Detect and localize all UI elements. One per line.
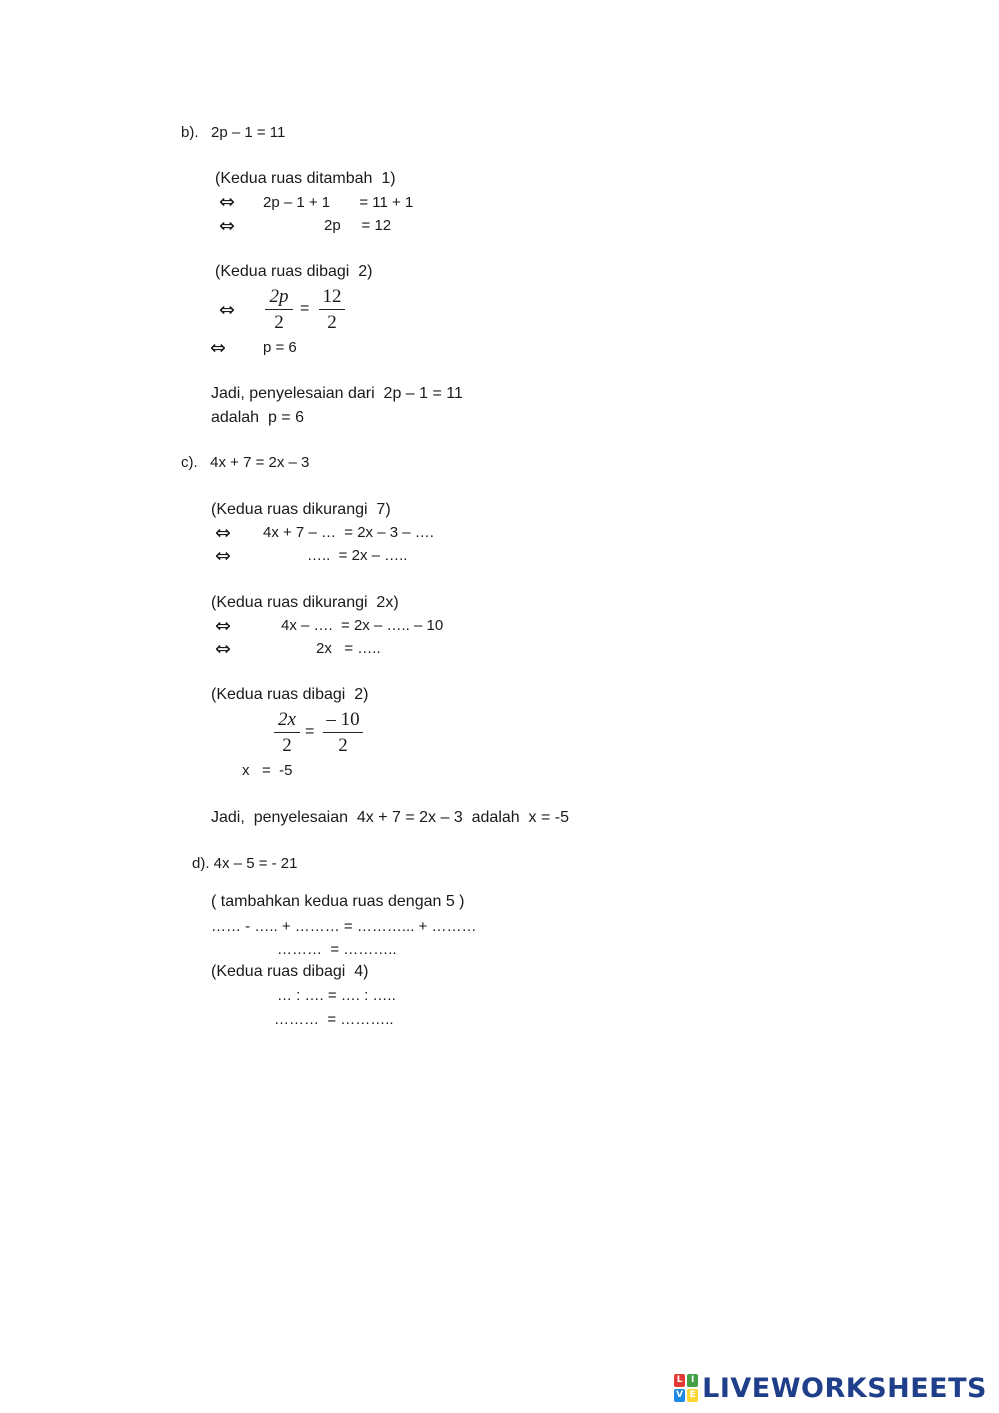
part-c-step1-line1: 4x + 7 – … = 2x – 3 – ….	[263, 524, 434, 541]
part-b-step2-note: (Kedua ruas dibagi 2)	[215, 263, 373, 280]
equivalence-arrow-icon: ⇔	[219, 215, 235, 237]
equals-sign: =	[305, 723, 315, 740]
fraction-numerator: 12	[322, 286, 342, 307]
fraction-numerator: 2p	[269, 286, 289, 307]
part-d-heading: d). 4x – 5 = - 21	[192, 855, 298, 872]
part-b-step1-line1: 2p – 1 + 1 = 11 + 1	[263, 194, 414, 211]
fraction-numerator: 2x	[278, 709, 296, 730]
fraction-denominator: 2	[327, 312, 337, 333]
part-c-step2-line2: 2x = …..	[316, 640, 381, 657]
part-d-step1-note: ( tambahkan kedua ruas dengan 5 )	[211, 893, 465, 910]
part-b-step1-note: (Kedua ruas ditambah 1)	[215, 170, 396, 187]
part-b-fraction-right	[319, 286, 345, 334]
part-b-heading: b). 2p – 1 = 11	[181, 124, 286, 141]
fraction-denominator: 2	[274, 312, 284, 333]
fraction-bar	[323, 732, 363, 733]
equivalence-arrow-icon: ⇔	[215, 638, 231, 660]
part-c-heading: c). 4x + 7 = 2x – 3	[181, 454, 310, 471]
part-d-step1-line1: …… - ….. + ……… = ………... + ………	[211, 918, 477, 935]
logo-text: LIVEWORKSHEETS	[702, 1372, 987, 1404]
logo-mark-letter: E	[687, 1389, 698, 1402]
part-b-fraction-left	[265, 286, 293, 334]
part-b-step1-line2: 2p = 12	[324, 217, 392, 234]
logo-mark-icon	[674, 1374, 698, 1402]
part-c-step2-line1: 4x – …. = 2x – ….. – 10	[281, 617, 444, 634]
logo-mark-letter: I	[687, 1374, 698, 1387]
liveworksheets-logo	[674, 1373, 987, 1403]
part-d-step1-line2: ……… = ………..	[277, 941, 397, 958]
part-c-step2-note: (Kedua ruas dikurangi 2x)	[211, 594, 399, 611]
fraction-denominator: 2	[282, 735, 292, 756]
part-b-conclusion-line1: Jadi, penyelesaian dari 2p – 1 = 11	[211, 385, 463, 402]
part-d-step2-line2: ……… = ………..	[274, 1011, 394, 1028]
equivalence-arrow-icon: ⇔	[215, 522, 231, 544]
part-b-conclusion-line2: adalah p = 6	[211, 409, 304, 426]
fraction-denominator: 2	[338, 735, 348, 756]
part-c-fraction-left	[274, 709, 300, 757]
equivalence-arrow-icon: ⇔	[219, 191, 235, 213]
fraction-bar	[265, 309, 293, 310]
part-c-fraction-right	[323, 709, 363, 757]
part-d-step2-line1: … : …. = …. : …..	[277, 987, 396, 1004]
fraction-bar	[319, 309, 345, 310]
equivalence-arrow-icon: ⇔	[215, 615, 231, 637]
equals-sign: =	[300, 300, 310, 317]
part-d-step2-note: (Kedua ruas dibagi 4)	[211, 963, 369, 980]
equivalence-arrow-icon: ⇔	[215, 545, 231, 567]
part-c-conclusion: Jadi, penyelesaian 4x + 7 = 2x – 3 adalah x = -5	[211, 809, 570, 826]
part-c-step1-note: (Kedua ruas dikurangi 7)	[211, 501, 391, 518]
logo-mark-letter: V	[674, 1389, 685, 1402]
fraction-numerator: – 10	[326, 709, 360, 730]
part-b-result: p = 6	[263, 339, 297, 356]
part-c-step1-line2: ….. = 2x – …..	[307, 547, 408, 564]
equivalence-arrow-icon: ⇔	[210, 337, 226, 359]
part-c-result: x = -5	[242, 762, 293, 779]
logo-mark-letter: L	[674, 1374, 685, 1387]
fraction-bar	[274, 732, 300, 733]
equivalence-arrow-icon: ⇔	[219, 299, 235, 321]
part-c-step3-note: (Kedua ruas dibagi 2)	[211, 686, 369, 703]
